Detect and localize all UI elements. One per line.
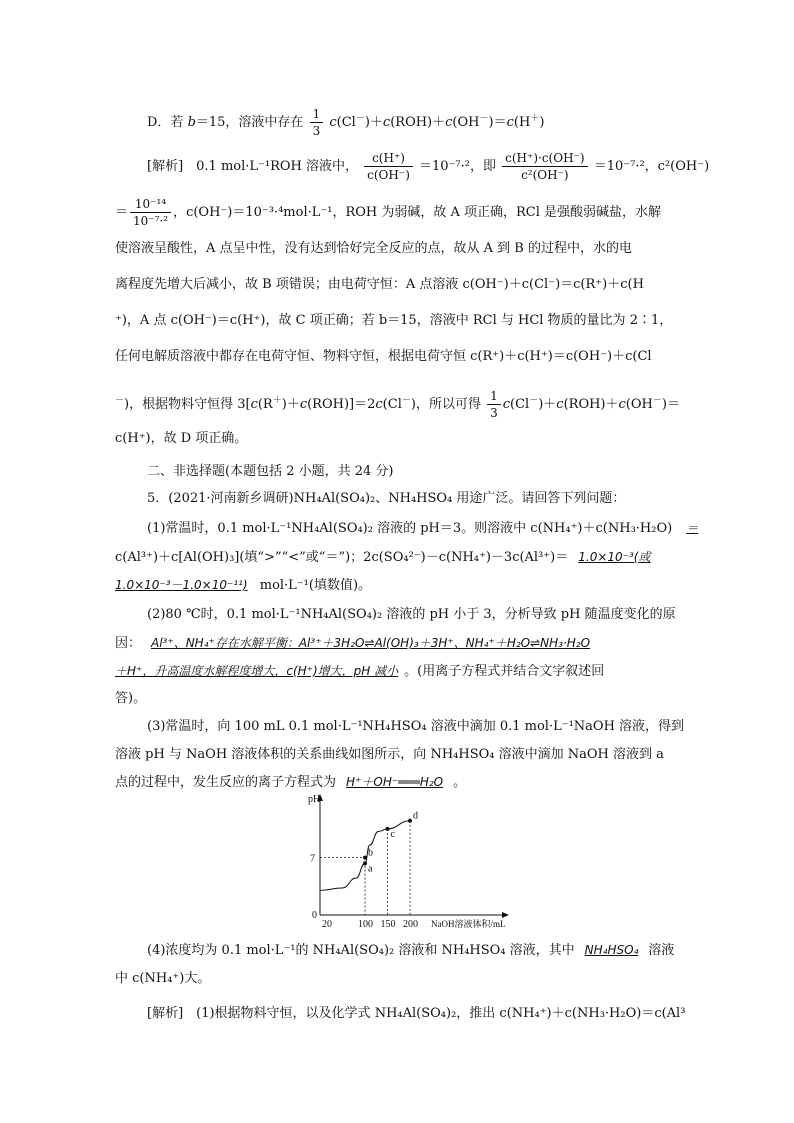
answer-blank-2-cont: 1.0×10⁻³－1.0×10⁻¹¹) xyxy=(115,578,248,592)
x-tick-label: 20 xyxy=(322,919,332,930)
analysis-line-3: 使溶液呈酸性，A 点呈中性，没有达到恰好完全反应的点，故从 A 到 B 的过程中，水的电 xyxy=(115,241,632,256)
q5-part2-line4: 答)。 xyxy=(115,691,147,706)
x-tick-label: 150 xyxy=(380,919,396,930)
x-axis-arrow xyxy=(502,912,509,918)
q5-part3-line3: 点的过程中，发生反应的离子方程式为 H⁺＋OH⁻═══H₂O 。 xyxy=(115,775,467,790)
q5-part1-line1: (1)常温时，0.1 mol·L⁻¹NH₄Al(SO₄)₂ 溶液的 pH＝3。则溶液中 c(NH₄⁺)＋c(NH₃·H₂O) ＝ xyxy=(147,519,712,538)
answer-blank-4: H⁺＋OH⁻═══H₂O xyxy=(346,775,444,789)
y-tick-label: 7 xyxy=(310,853,315,865)
point-a xyxy=(363,861,367,865)
q5-part2-line2: 因： Al³⁺、NH₄⁺存在水解平衡：Al³⁺＋3H₂O⇌Al(OH)₃＋3H⁺、NH₄⁺＋H₂O⇌NH₃·H₂O xyxy=(115,636,591,651)
x-tick-label: 200 xyxy=(403,919,418,930)
analysis-line-7: －)，根据物料守恒得 3[c(R＋)＋c(ROH)]＝2c(Cl－)，所以可得 $\frac{1}{3}$ c(Cl－)＋c(ROH)＋c(OH－)＝ xyxy=(115,389,680,420)
analysis-line-4: 离程度先增大后减小，故 B 项错误；由电荷守恒：A 点溶液 c(OH⁻)＋c(Cl⁻)＝c(R⁺)＋c(H xyxy=(115,277,644,292)
q5-part4-line2: 中 c(NH₄⁺)大。 xyxy=(115,971,211,986)
ph-curve xyxy=(320,821,410,891)
answer-blank-3: Al³⁺、NH₄⁺存在水解平衡：Al³⁺＋3H₂O⇌Al(OH)₃＋3H⁺、NH₄⁺＋H₂O⇌NH₃·H₂O xyxy=(151,636,591,650)
point-label-a: a xyxy=(368,863,373,875)
point-label-b: b xyxy=(368,847,373,859)
x-axis-label: NaOH溶液体积/mL xyxy=(431,919,506,929)
fraction-one-third: $\frac{1}{3}$ xyxy=(310,106,324,139)
answer-blank-2: 1.0×10⁻³(或 xyxy=(578,550,651,564)
question-5-title: 5．(2021·河南新乡调研)NH₄Al(SO₄)₂、NH₄HSO₄ 用途广泛。请回答下列问题： xyxy=(147,491,626,506)
q5-part1-line2: c(Al³⁺)＋c[Al(OH)₃](填“>”“<”或“＝”)；2c(SO₄²⁻)－c(NH₄⁺)－3c(Al³⁺)＝ 1.0×10⁻³(或 xyxy=(115,550,651,565)
analysis-line-8: c(H⁺)，故 D 项正确。 xyxy=(115,431,248,446)
x-tick-label: 100 xyxy=(358,919,373,930)
point-b xyxy=(363,856,367,860)
section-heading: 二、非选择题(本题包括 2 小题，共 24 分) xyxy=(147,464,394,479)
answer-blank-5: NH₄HSO₄ xyxy=(584,943,639,957)
kw-fraction: $\frac{\text{10⁻¹⁴}}{\text{10⁻⁷·²}}$ xyxy=(130,196,171,229)
q5-part3-line1: (3)常温时，向 100 mL 0.1 mol·L⁻¹NH₄HSO₄ 溶液中滴加 0.1 mol·L⁻¹NaOH 溶液，得到 xyxy=(147,719,685,734)
point-label-c: c xyxy=(390,828,395,840)
answer-blank-3-cont: ＋H⁺，升高温度水解程度增大，c(H⁺)增大，pH 减小 xyxy=(115,664,399,678)
q5-part2-line1: (2)80 ℃时，0.1 mol·L⁻¹NH₄Al(SO₄)₂ 溶液的 pH 小于 3，分析导致 pH 随温度变化的原 xyxy=(147,607,676,622)
analysis-line-5: ⁺)，A 点 c(OH⁻)＝c(H⁺)，故 C 项正确；若 b＝15，溶液中 RCl 与 HCl 物质的量比为 2∶1， xyxy=(115,313,673,328)
point-label-d: d xyxy=(413,810,418,822)
answer-blank-1: ＝ xyxy=(686,521,699,535)
origin-label: 0 xyxy=(312,910,317,921)
point-d xyxy=(408,819,412,823)
product-fraction: $\frac{c(H^+)\cdot c(OH^-)}{\text{c²(OH⁻)}}$ xyxy=(502,150,587,183)
analysis-line-6: 任何电解质溶液中都存在电荷守恒、物料守恒，根据电荷守恒 c(R⁺)＋c(H⁺)＝c(OH⁻)＋c(Cl xyxy=(115,349,652,364)
ph-titration-chart xyxy=(300,790,540,930)
q5-part1-line3: 1.0×10⁻³－1.0×10⁻¹¹) mol·L⁻¹(填数值)。 xyxy=(115,578,372,593)
point-c xyxy=(386,827,390,831)
q5-part2-line3: ＋H⁺，升高温度水解程度增大，c(H⁺)增大，pH 减小 。(用离子方程式并结合文字叙述回 xyxy=(115,664,605,679)
analysis-line-1: [解析] 0.1 mol·L⁻¹ROH 溶液中， $\frac{c(H^+)}{c(OH^-)}$ ＝10⁻⁷·²，即 $\frac{c(H^+)\cdot c(OH^-)}{\text{c²(OH⁻)}}$ ＝10⁻⁷·²，c²(OH⁻) xyxy=(147,151,710,182)
analysis-2: [解析] (1)根据物料守恒，以及化学式 NH₄Al(SO₄)₂，推出 c(NH₄⁺)＋c(NH₃·H₂O)＝c(Al³ xyxy=(147,1006,686,1021)
ratio-fraction: $\frac{c(H^+)}{c(OH^-)}$ xyxy=(364,150,413,183)
option-d: D．若 b＝15，溶液中存在 $\frac{1}{3}$ c(Cl－)＋c(ROH)＋c(OH－)＝c(H＋) xyxy=(147,107,545,138)
analysis-line-2: ＝ $\frac{\text{10⁻¹⁴}}{\text{10⁻⁷·²}}$ ，c(OH⁻)＝10⁻³·⁴mol·L⁻¹，ROH 为弱碱，故 A 项正确，RCl 是强酸弱碱盐，水解 xyxy=(115,197,662,228)
analysis-pre: [解析] 0.1 mol·L⁻¹ROH 溶液中， xyxy=(147,159,359,174)
q5-part4-line1: (4)浓度均为 0.1 mol·L⁻¹的 NH₄Al(SO₄)₂ 溶液和 NH₄HSO₄ 溶液，其中 NH₄HSO₄ 溶液 xyxy=(147,943,675,958)
y-axis-label: pH xyxy=(308,794,321,805)
q5-part3-line2: 溶液 pH 与 NaOH 溶液体积的关系曲线如图所示，向 NH₄HSO₄ 溶液中滴加 NaOH 溶液到 a xyxy=(115,747,664,762)
